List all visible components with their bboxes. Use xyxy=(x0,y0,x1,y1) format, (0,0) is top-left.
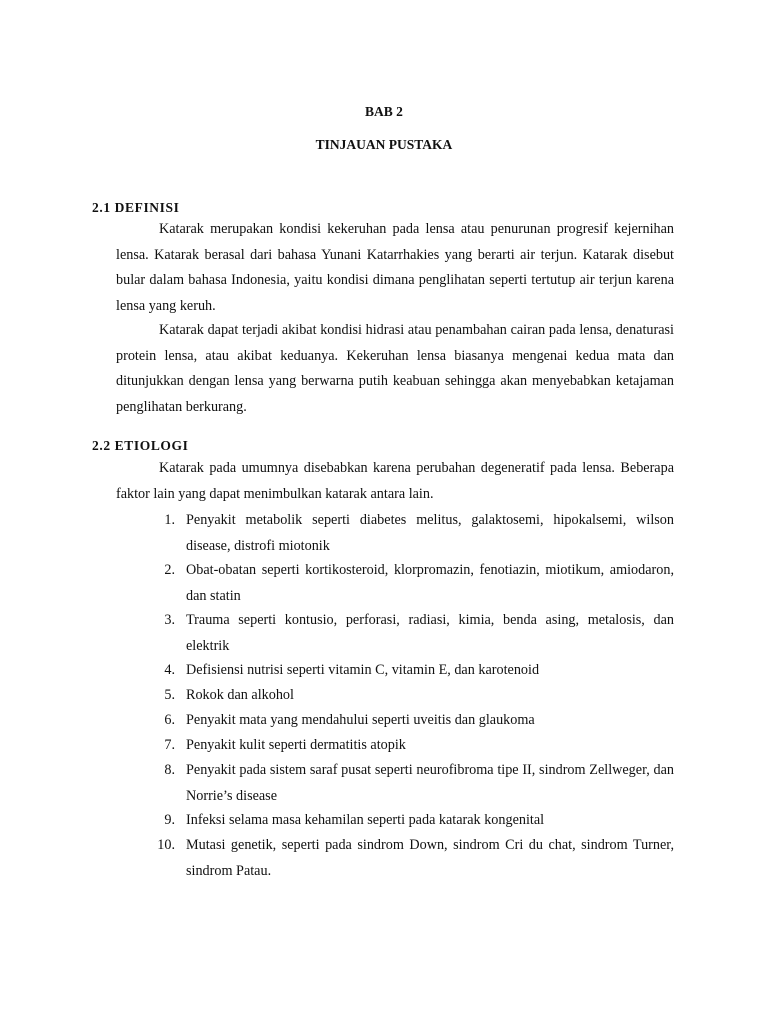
chapter-title: TINJAUAN PUSTAKA xyxy=(315,137,453,152)
list-number: 9. xyxy=(164,812,175,828)
list-text: Defisiensi nutrisi seperti vitamin C, vitamin E, dan karotenoid xyxy=(186,662,540,678)
section-heading-etiologi: 2.2 ETIOLOGI xyxy=(92,438,189,453)
list-text: Rokok dan alkohol xyxy=(186,687,294,703)
list-text: Penyakit metabolik seperti diabetes melitus, galaktosemi, hipokalsemi, wilson disease, distrofi miotonik xyxy=(186,512,674,554)
list-text: Obat-obatan seperti kortikosteroid, klorpromazin, fenotiazin, miotikum, amiodaron, dan statin xyxy=(186,562,674,604)
list-number: 8. xyxy=(164,762,175,778)
list-number: 2. xyxy=(164,562,175,578)
list-text: Mutasi genetik, seperti pada sindrom Down, sindrom Cri du chat, sindrom Turner, sindrom Patau. xyxy=(186,837,674,879)
list-number: 5. xyxy=(164,687,175,703)
list-number: 1. xyxy=(164,512,175,528)
list-text: Penyakit mata yang mendahului seperti uveitis dan glaukoma xyxy=(186,712,535,728)
list-number: 3. xyxy=(164,612,175,628)
chapter-number: BAB 2 xyxy=(365,104,403,119)
list-number: 4. xyxy=(164,662,175,678)
paragraph: Katarak pada umumnya disebabkan karena perubahan degeneratif pada lensa. Beberapa faktor lain yang dapat menimbulkan katarak antara lain. xyxy=(116,460,674,502)
list-text: Trauma seperti kontusio, perforasi, radiasi, kimia, benda asing, metalosis, dan elektrik xyxy=(186,612,674,654)
list-text: Penyakit pada sistem saraf pusat seperti neurofibroma tipe II, sindrom Zellweger, dan Norrie’s disease xyxy=(186,762,674,804)
list-number: 7. xyxy=(164,737,175,753)
paragraph: Katarak dapat terjadi akibat kondisi hidrasi atau penambahan cairan pada lensa, denaturasi protein lensa, atau akibat keduanya. Kekeruhan lensa biasanya mengenai kedua mata dan ditunjukkan dengan lensa yang berwarna putih keabuan sehingga akan menyebabkan ketajaman penglihatan berkurang. xyxy=(116,322,674,415)
paragraph: Katarak merupakan kondisi kekeruhan pada lensa atau penurunan progresif kejernihan lensa. Katarak berasal dari bahasa Yunani Katarrhakies yang berarti air terjun. Katarak disebut bular dalam bahasa Indonesia, yaitu kondisi dimana penglihatan seperti tertutup air terjun karena lensa yang keruh. xyxy=(116,221,674,314)
list-text: Infeksi selama masa kehamilan seperti pada katarak kongenital xyxy=(186,812,545,828)
list-text: Penyakit kulit seperti dermatitis atopik xyxy=(186,737,406,753)
list-number: 6. xyxy=(164,712,175,728)
section-heading-definisi: 2.1 DEFINISI xyxy=(92,200,180,215)
list-number: 10. xyxy=(157,837,175,853)
